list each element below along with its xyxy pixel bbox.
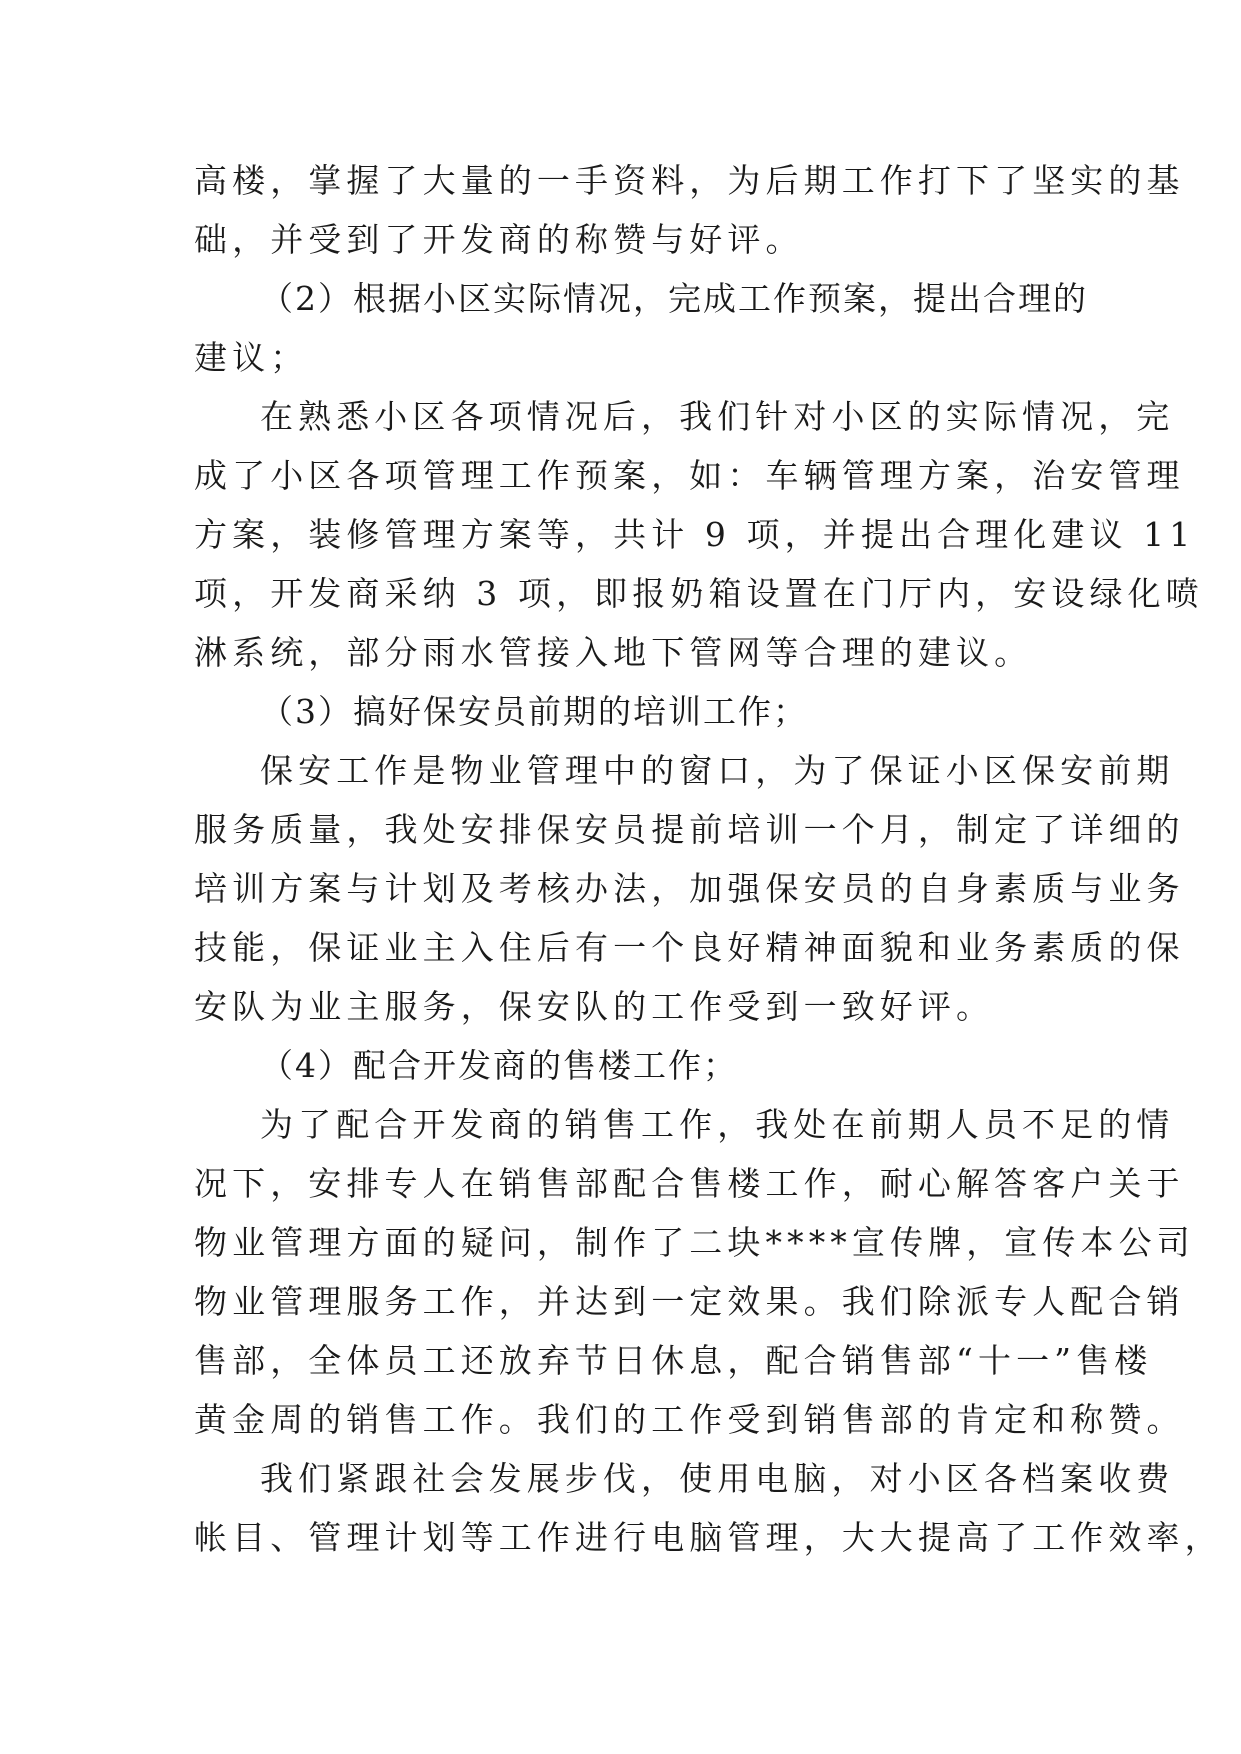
text-line-18: 况下，安排专人在销售部配合售楼工作，耐心解答客户关于 (194, 1164, 1185, 1203)
paragraph-start-5: 我们紧跟社会发展步伐，使用电脑，对小区各档案收费 (260, 1459, 1175, 1498)
text-line-14: 技能，保证业主入住后有一个良好精神面貌和业务素质的保 (194, 928, 1185, 967)
paragraph-start-3: 保安工作是物业管理中的窗口，为了保证小区保安前期 (260, 751, 1175, 790)
text-line-19: 物业管理方面的疑问，制作了二块****宣传牌，宣传本公司 (194, 1223, 1195, 1262)
text-line-13: 培训方案与计划及考核办法，加强保安员的自身素质与业务 (194, 869, 1185, 908)
text-line-21: 售部，全体员工还放弃节日休息，配合销售部“十一”售楼 (194, 1341, 1153, 1380)
section-heading-2: （2）根据小区实际情况，完成工作预案，提出合理的 (260, 279, 1088, 318)
section-heading-3: （3）搞好保安员前期的培训工作； (260, 692, 808, 731)
text-line-15: 安队为业主服务，保安队的工作受到一致好评。 (194, 987, 995, 1026)
text-line-12: 服务质量，我处安排保安员提前培训一个月，制定了详细的 (194, 810, 1185, 849)
section-heading-4: （4）配合开发商的售楼工作； (260, 1046, 738, 1085)
text-line-2: 础，并受到了开发商的称赞与好评。 (194, 220, 804, 259)
text-line-8: 项，开发商采纳 3 项，即报奶箱设置在门厅内，安设绿化喷 (194, 574, 1204, 613)
text-line-20: 物业管理服务工作，并达到一定效果。我们除派专人配合销 (194, 1282, 1185, 1321)
text-line-4: 建议； (194, 338, 309, 377)
text-line-22: 黄金周的销售工作。我们的工作受到销售部的肯定和称赞。 (194, 1400, 1185, 1439)
text-line-24: 帐目、管理计划等工作进行电脑管理，大大提高了工作效率， (194, 1518, 1223, 1557)
paragraph-start-2: 在熟悉小区各项情况后，我们针对小区的实际情况，完 (260, 397, 1175, 436)
text-line-1: 高楼，掌握了大量的一手资料，为后期工作打下了坚实的基 (194, 161, 1185, 200)
text-line-7: 方案，装修管理方案等，共计 9 项，并提出合理化建议 11 (194, 515, 1196, 554)
text-line-6: 成了小区各项管理工作预案，如：车辆管理方案，治安管理 (194, 456, 1185, 495)
text-line-9: 淋系统，部分雨水管接入地下管网等合理的建议。 (194, 633, 1033, 672)
paragraph-start-4: 为了配合开发商的销售工作，我处在前期人员不足的情 (260, 1105, 1175, 1144)
